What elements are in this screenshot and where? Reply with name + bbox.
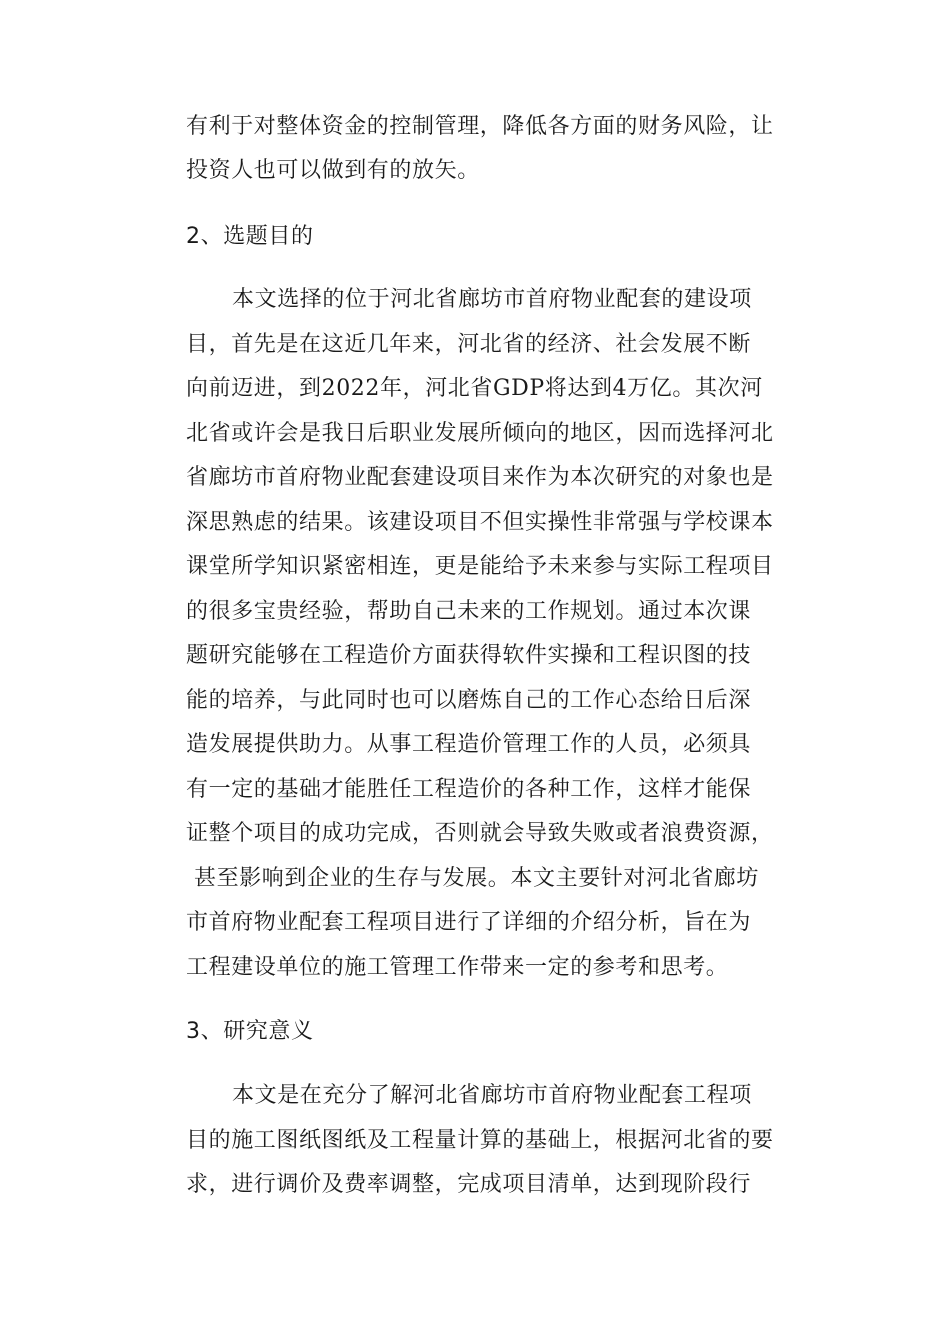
- section-2-line-4: 北省或许会是我日后职业发展所倾向的地区，因而选择河北: [186, 421, 774, 446]
- section-2-line-14: 甚至影响到企业的生存与发展。本文主要针对河北省廊坊: [194, 866, 760, 891]
- section-2-line-13: 证整个项目的成功完成，否则就会导致失败或者浪费资源，: [186, 821, 774, 846]
- section-2-line-7: 课堂所学知识紧密相连，更是能给予未来参与实际工程项目: [186, 554, 774, 579]
- section-3-line-1: 本文是在充分了解河北省廊坊市首府物业配套工程项: [232, 1083, 752, 1108]
- section-3-heading: 3、研究意义: [186, 1019, 314, 1044]
- section-2-line-2: 目，首先是在这近几年来，河北省的经济、社会发展不断: [186, 332, 752, 357]
- intro-line-1: 有利于对整体资金的控制管理，降低各方面的财务风险，让: [186, 114, 774, 139]
- section-2-line-9: 题研究能够在工程造价方面获得软件实操和工程识图的技: [186, 643, 752, 668]
- section-2-line-3: 向前迈进，到2022年，河北省GDP将达到4万亿。其次河: [186, 376, 763, 401]
- intro-line-2: 投资人也可以做到有的放矢。: [186, 158, 480, 183]
- section-2-line-6: 深思熟虑的结果。该建设项目不但实操性非常强与学校课本: [186, 510, 774, 535]
- section-2-line-11: 造发展提供助力。从事工程造价管理工作的人员，必须具: [186, 732, 752, 757]
- section-2-line-1: 本文选择的位于河北省廊坊市首府物业配套的建设项: [232, 287, 752, 312]
- section-2-line-8: 的很多宝贵经验，帮助自己未来的工作规划。通过本次课: [186, 599, 752, 624]
- section-2-line-10: 能的培养，与此同时也可以磨炼自己的工作心态给日后深: [186, 688, 752, 713]
- section-3-line-3: 求，进行调价及费率调整，完成项目清单，达到现阶段行: [186, 1172, 752, 1197]
- section-2-line-15: 市首府物业配套工程项目进行了详细的介绍分析，旨在为: [186, 910, 752, 935]
- section-2-heading: 2、选题目的: [186, 224, 314, 249]
- section-3-line-2: 目的施工图纸图纸及工程量计算的基础上，根据河北省的要: [186, 1128, 774, 1153]
- section-2-line-5: 省廊坊市首府物业配套建设项目来作为本次研究的对象也是: [186, 465, 774, 490]
- section-2-line-16: 工程建设单位的施工管理工作带来一定的参考和思考。: [186, 955, 729, 980]
- section-2-line-12: 有一定的基础才能胜任工程造价的各种工作，这样才能保: [186, 777, 752, 802]
